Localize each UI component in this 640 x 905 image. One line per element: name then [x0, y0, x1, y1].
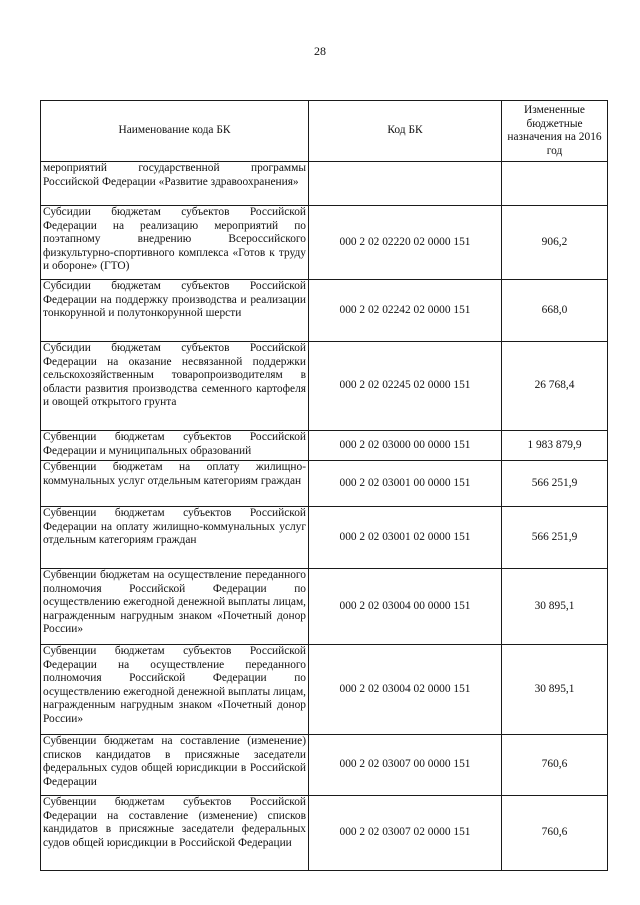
row-code: 000 2 02 03004 02 0000 151: [309, 645, 502, 735]
row-name: Субвенции бюджетам на оплату жилищно-коммунальных услуг отдельным категориям граждан: [41, 461, 309, 507]
row-name: Субсидии бюджетам субъектов Российской Федерации на поддержку производства и реализации тонкорунной и полутонкорунной шерсти: [41, 280, 309, 342]
row-sum: 906,2: [502, 206, 608, 280]
row-sum: 30 895,1: [502, 645, 608, 735]
row-sum: 566 251,9: [502, 461, 608, 507]
row-name: Субвенции бюджетам субъектов Российской Федерации на осуществление переданного полномочия Российской Федерации по осуществлению ежегодной денежной выплаты лицам, награжденным нагрудным знаком «Почетный донор России»: [41, 645, 309, 735]
table-row: [41, 461, 608, 507]
table-row: [41, 507, 608, 569]
header-name: Наименование кода БК: [41, 101, 309, 162]
row-sum: 760,6: [502, 796, 608, 871]
table-row: [41, 162, 608, 206]
table-row: [41, 342, 608, 431]
table-header-row: [41, 101, 608, 162]
page-number: 28: [314, 44, 326, 58]
table-row: [41, 796, 608, 871]
row-code: [309, 162, 502, 206]
budget-table: [40, 100, 608, 871]
row-code: 000 2 02 02242 02 0000 151: [309, 280, 502, 342]
table-row: [41, 735, 608, 796]
row-sum: 566 251,9: [502, 507, 608, 569]
row-name: Субсидии бюджетам субъектов Российской Федерации на реализацию мероприятий по поэтапному внедрению Всероссийского физкультурно-спортивного комплекса «Готов к труду и обороне» (ГТО): [41, 206, 309, 280]
row-sum: [502, 162, 608, 206]
row-code: 000 2 02 02220 02 0000 151: [309, 206, 502, 280]
row-sum: 760,6: [502, 735, 608, 796]
row-sum: 668,0: [502, 280, 608, 342]
header-sum: Измененные бюджетные назначения на 2016 год: [502, 101, 608, 162]
row-name: мероприятий государственной программы Российской Федерации «Развитие здравоохранения»: [41, 162, 309, 206]
table-row: [41, 569, 608, 645]
row-name: Субвенции бюджетам на составление (изменение) списков кандидатов в присяжные заседатели федеральных судов общей юрисдикции в Российской Федерации: [41, 735, 309, 796]
row-code: 000 2 02 03007 02 0000 151: [309, 796, 502, 871]
table-row: [41, 645, 608, 735]
row-name: Субвенции бюджетам субъектов Российской Федерации и муниципальных образований: [41, 431, 309, 461]
row-name: Субвенции бюджетам субъектов Российской Федерации на оплату жилищно-коммунальных услуг отдельным категориям граждан: [41, 507, 309, 569]
row-code: 000 2 02 03001 00 0000 151: [309, 461, 502, 507]
row-name: Субвенции бюджетам на осуществление переданного полномочия Российской Федерации по осуществлению ежегодной денежной выплаты лицам, награжденным нагрудным знаком «Почетный донор России»: [41, 569, 309, 645]
row-name: Субвенции бюджетам субъектов Российской Федерации на составление (изменение) списков кандидатов в присяжные заседатели федеральных судов общей юрисдикции в Российской Федерации: [41, 796, 309, 871]
row-code: 000 2 02 03000 00 0000 151: [309, 431, 502, 461]
row-code: 000 2 02 03007 00 0000 151: [309, 735, 502, 796]
row-code: 000 2 02 03004 00 0000 151: [309, 569, 502, 645]
table-row: [41, 431, 608, 461]
row-sum: 1 983 879,9: [502, 431, 608, 461]
row-code: 000 2 02 03001 02 0000 151: [309, 507, 502, 569]
row-sum: 30 895,1: [502, 569, 608, 645]
table-row: [41, 280, 608, 342]
row-code: 000 2 02 02245 02 0000 151: [309, 342, 502, 431]
header-code: Код БК: [309, 101, 502, 162]
table-row: [41, 206, 608, 280]
row-name: Субсидии бюджетам субъектов Российской Федерации на оказание несвязанной поддержки сельскохозяйственным товаропроизводителям в области развития производства семенного картофеля и овощей открытого грунта: [41, 342, 309, 431]
row-sum: 26 768,4: [502, 342, 608, 431]
